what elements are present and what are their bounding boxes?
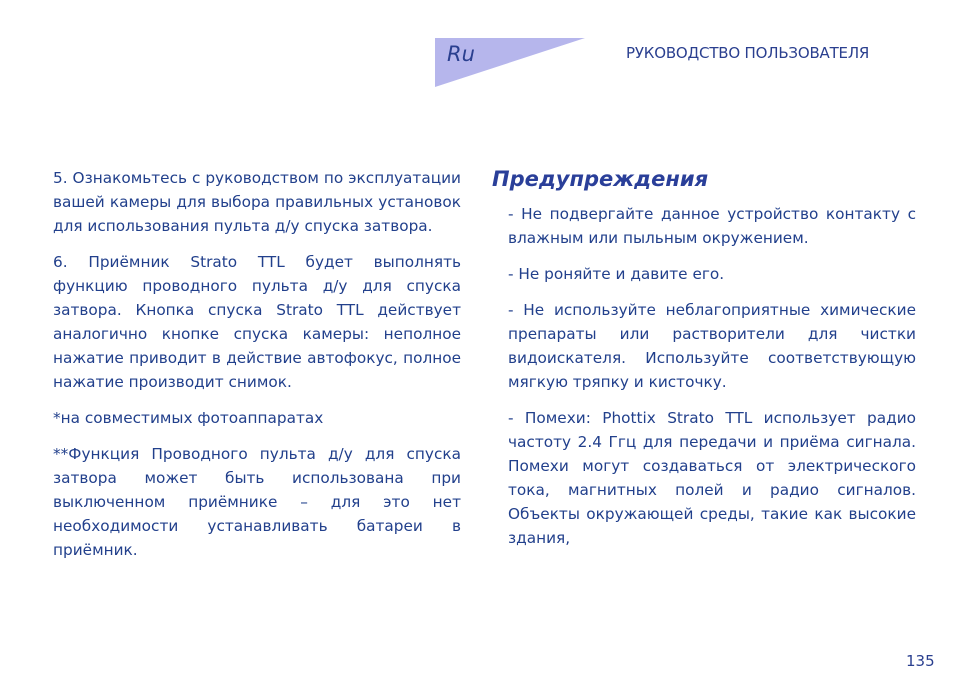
warning-interference: - Помехи: Phottix Strato TTL использует радио частоту 2.4 Ггц для передачи и приёма сигнала. Помехи могут создаваться от электрического тока, магнитных полей и радио сигналов. Объекты окружающей среды, такие как высокие здания,	[508, 409, 916, 547]
instruction-step-5: 5. Ознакомьтесь с руководством по эксплуатации вашей камеры для выбора правильных установок для использования пульта д/у спуска затвора.	[53, 169, 461, 235]
warning-drop: - Не роняйте и давите его.	[508, 265, 725, 283]
warning-moisture: - Не подвергайте данное устройство контакту с влажным или пыльным окружением.	[508, 205, 916, 247]
language-label: Ru	[447, 42, 475, 66]
warnings-heading: Предупреждения	[492, 167, 709, 191]
page-number: 135	[906, 652, 935, 670]
footnote-wired-remote: **Функция Проводного пульта д/у для спуска затвора может быть использована при выключенном приёмнике – для это нет необходимости устанавливать батареи в приёмник.	[53, 445, 461, 559]
instruction-step-6: 6. Приёмник Strato TTL будет выполнять функцию проводного пульта д/у для спуска затвора. Кнопка спуска Strato TTL действует аналогично кнопке спуска камеры: неполное нажатие приводит в действие автофокус, полное нажатие производит снимок.	[53, 253, 461, 391]
manual-title: РУКОВОДСТВО ПОЛЬЗОВАТЕЛЯ	[626, 44, 870, 62]
warning-chemicals: - Не используйте неблагоприятные химические препараты или растворители для чистки видоискателя. Используйте соответствующую мягкую тряпку и кисточку.	[508, 301, 916, 391]
right-column	[492, 164, 916, 562]
left-column	[53, 166, 461, 574]
footnote-compatible: *на совместимых фотоаппаратах	[53, 409, 324, 427]
